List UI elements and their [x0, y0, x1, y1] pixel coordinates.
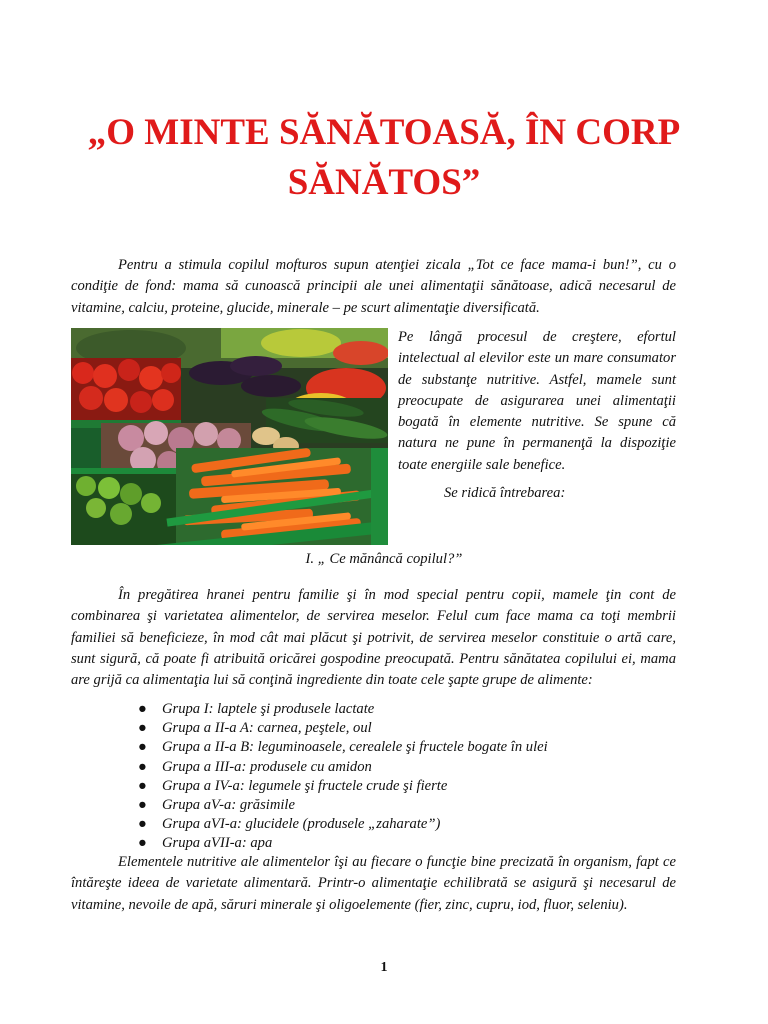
bullet-icon: ●	[138, 739, 147, 756]
list-item	[138, 777, 548, 796]
intro-paragraph: Pentru a stimula copilul mofturos supun atenţiei zicala „Tot ce face mama-i bun!”, cu o condiţie de fond: mama să cunoască principii ale unei alimentaţii sănătoase, adică necesarul de vitamine, calciu, proteine, glucide, minerale – pe scurt alimentaţie diversificată.	[71, 257, 676, 316]
list-item	[138, 719, 548, 738]
list-item	[138, 738, 548, 757]
bullet-icon: ●	[138, 835, 147, 852]
vegetables-photo	[71, 328, 388, 545]
bullet-icon: ●	[138, 701, 147, 717]
list-item-text: Grupa aVII-a: apa	[162, 835, 273, 852]
list-item-text: Grupa a II-a B: leguminoasele, cerealele şi fructele bogate în ulei	[162, 739, 548, 756]
section-heading: I. „ Ce mănâncă copilul?”	[305, 551, 463, 567]
bullet-icon: ●	[138, 797, 147, 814]
list-item	[138, 815, 548, 834]
list-item-text: Grupa aVI-a: glucidele (produsele „zaharate”)	[162, 816, 441, 833]
bullet-icon: ●	[138, 720, 147, 737]
list-item-text: Grupa a II-a A: carnea, peştele, oul	[162, 720, 372, 737]
body-paragraph: În pregătirea hranei pentru familie şi în mod special pentru copii, mamele ţin cont de combinarea şi varietatea alimentelor, de servirea meselor. Felul cum face mama ca toţi membrii familiei să beneficieze, în mod cât mai plăcut şi potrivit, de servirea meselor constituie o artă care, sunt sigură, că poate fi atribuită oricărei gospodine preocupată. Pentru sănătatea copilului ei, mama are grijă ca alimentaţia lui să conţină ingrediente din toate cele şapte grupe de alimente:	[71, 587, 676, 689]
list-item	[138, 758, 548, 777]
question-line: Se ridică întrebarea:	[444, 485, 566, 501]
closing-paragraph: Elementele nutritive ale alimentelor îşi au fiecare o funcţie bine precizată în organism, fapt ce întăreşte ideea de varietate alimentară. Printr-o alimentaţie echilibrată se asigură şi necesarul de vitamine, nevoile de apă, săruri minerale şi oligoelemente (fier, zinc, cupru, iod, fluor, seleniu).	[71, 854, 676, 913]
list-item-text: Grupa a IV-a: legumele şi fructele crude şi fierte	[162, 777, 448, 794]
food-groups-list	[138, 700, 548, 854]
list-item	[138, 834, 548, 853]
list-item-text: Grupa a III-a: produsele cu amidon	[162, 758, 372, 775]
bullet-icon: ●	[138, 777, 147, 794]
list-item-text: Grupa aV-a: grăsimile	[162, 797, 295, 814]
bullet-icon: ●	[138, 816, 147, 833]
bullet-icon: ●	[138, 758, 147, 775]
document-title: „O MINTE SĂNĂTOASĂ, ÎN CORP SĂNĂTOS”	[87, 112, 681, 203]
list-item	[138, 796, 548, 815]
list-item-text: Grupa I: laptele şi produsele lactate	[162, 701, 375, 717]
page-number: 1	[380, 960, 388, 975]
list-item	[138, 700, 548, 719]
side-paragraph: Pe lângă procesul de creştere, efortul intelectual al elevilor este un mare consumator de substanţe nutritive. Astfel, mamele sunt preocupate de asigurarea unei alimentaţii bogată în elemente nutritive. Se spune că natura ne pune în permanenţă la dispoziţie toate energiile sale benefice.	[398, 329, 676, 473]
